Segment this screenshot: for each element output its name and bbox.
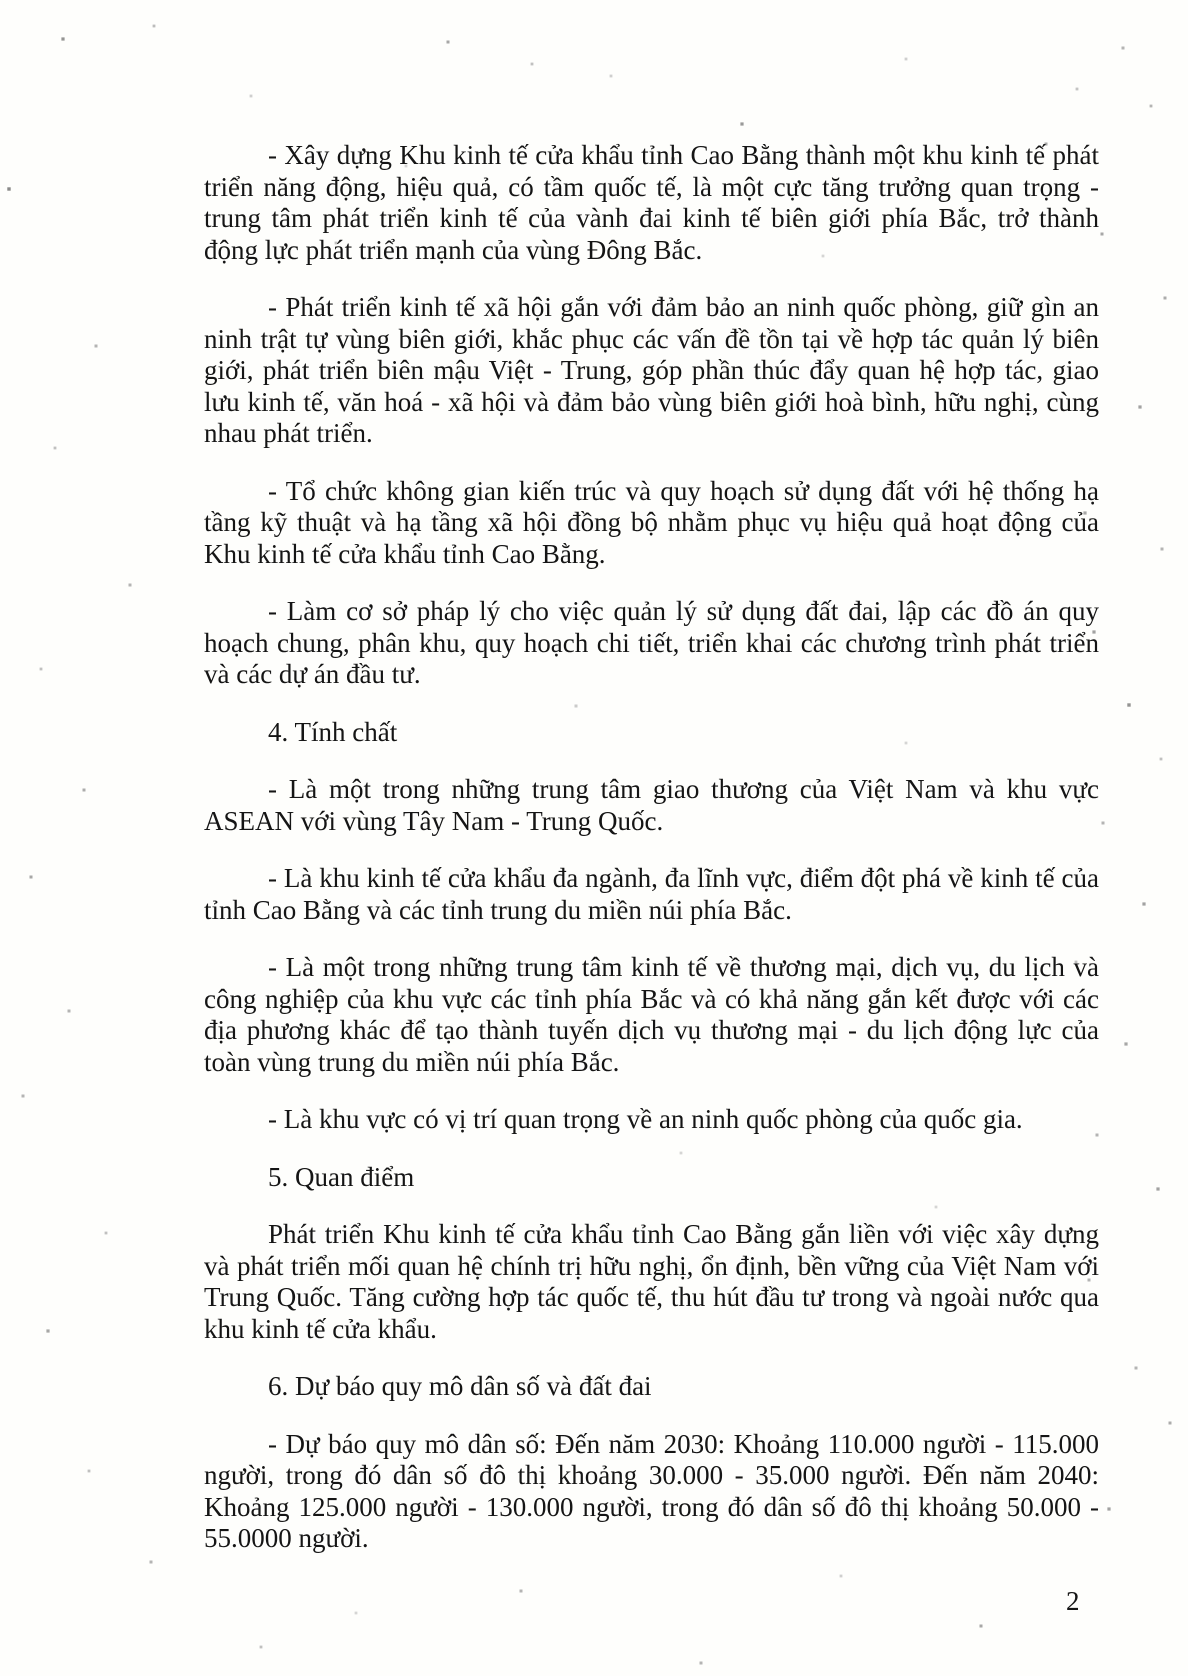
objective-paragraph-socioeconomic-security: - Phát triển kinh tế xã hội gắn với đảm bảo an ninh quốc phòng, giữ gìn an ninh trật tự vùng biên giới, khắc phục các vấn đề tồn tại về hợp tác quản lý biên giới, phát triển biên mậu Việt - Trung, góp phần thúc đẩy quan hệ hợp tác, giao lưu kinh tế, văn hoá - xã hội và đảm bảo vùng biên giới hoà bình, hữu nghị, cùng nhau phát triển. bbox=[204, 292, 1099, 448]
objective-paragraph-legal-basis: - Làm cơ sở pháp lý cho việc quản lý sử dụng đất đai, lập các đồ án quy hoạch chung, phân khu, quy hoạch chi tiết, triển khai các chương trình phát triển và các dự án đầu tư. bbox=[204, 596, 1099, 689]
characteristic-paragraph-national-defense: - Là khu vực có vị trí quan trọng về an ninh quốc phòng của quốc gia. bbox=[268, 1104, 1023, 1134]
characteristic-paragraph-economic-center: - Là một trong những trung tâm kinh tế về thương mại, dịch vụ, du lịch và công nghiệp của khu vực các tỉnh phía Bắc và có khả năng gắn kết được với các địa phương khác để tạo thành tuyến dịch vụ thương mại - du lịch động lực của toàn vùng trung du miền núi phía Bắc. bbox=[204, 952, 1099, 1077]
document-body bbox=[204, 140, 1099, 1581]
section-heading-du-bao: 6. Dự báo quy mô dân số và đất đai bbox=[268, 1371, 652, 1401]
characteristic-paragraph-multisector-zone: - Là khu kinh tế cửa khẩu đa ngành, đa lĩnh vực, điểm đột phá về kinh tế của tỉnh Cao Bằng và các tỉnh trung du miền núi phía Bắc. bbox=[204, 863, 1099, 925]
scan-noise-speckles-light bbox=[0, 0, 2, 2]
section-heading-tinh-chat: 4. Tính chất bbox=[268, 716, 398, 747]
page-number: 2 bbox=[1066, 1586, 1080, 1616]
objective-paragraph-build-zone: - Xây dựng Khu kinh tế cửa khẩu tỉnh Cao Bằng thành một khu kinh tế phát triển năng động, hiệu quả, có tầm quốc tế, là một cực tăng trưởng quan trọng - trung tâm phát triển kinh tế của vành đai kinh tế biên giới phía Bắc, trở thành động lực phát triển mạnh của vùng Đông Bắc. bbox=[204, 140, 1099, 265]
characteristic-paragraph-trade-hub: - Là một trong những trung tâm giao thương của Việt Nam và khu vực ASEAN với vùng Tây Nam - Trung Quốc. bbox=[204, 774, 1099, 836]
scan-noise-speckles bbox=[0, 0, 2, 2]
viewpoint-paragraph: Phát triển Khu kinh tế cửa khẩu tỉnh Cao Bằng gắn liền với việc xây dựng và phát triển mối quan hệ chính trị hữu nghị, ổn định, bền vững của Việt Nam với Trung Quốc. Tăng cường hợp tác quốc tế, thu hút đầu tư trong và ngoài nước qua khu kinh tế cửa khẩu. bbox=[204, 1219, 1099, 1344]
section-heading-quan-diem: 5. Quan điểm bbox=[268, 1161, 415, 1192]
objective-paragraph-spatial-planning: - Tổ chức không gian kiến trúc và quy hoạch sử dụng đất với hệ thống hạ tầng kỹ thuật và hạ tầng xã hội đồng bộ nhằm phục vụ hiệu quả hoạt động của Khu kinh tế cửa khẩu tỉnh Cao Bằng. bbox=[204, 475, 1099, 569]
population-forecast-paragraph: - Dự báo quy mô dân số: Đến năm 2030: Khoảng 110.000 người - 115.000 người, trong đó dân số đô thị khoảng 30.000 - 35.000 người. Đến năm 2040: Khoảng 125.000 người - 130.000 người, trong đó dân số đô thị khoảng 50.000 - 55.0000 người. bbox=[204, 1428, 1099, 1553]
